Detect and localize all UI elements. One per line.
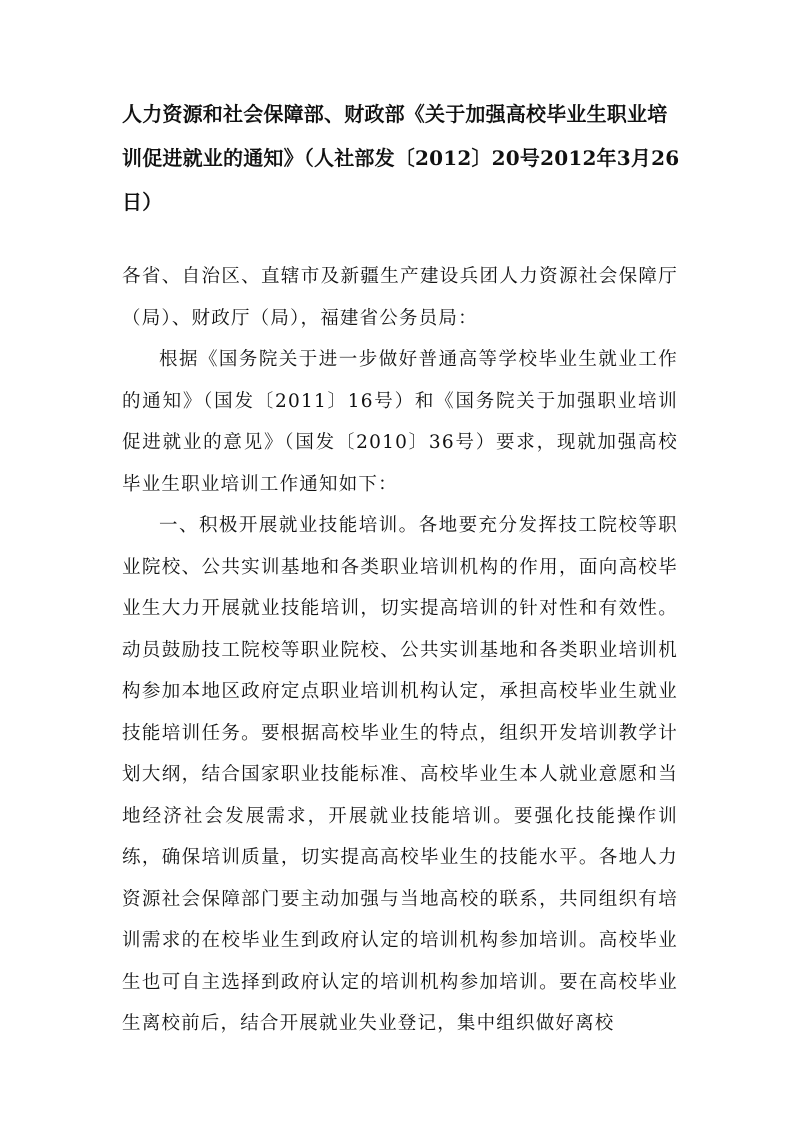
document-body — [122, 256, 678, 1045]
intro-paragraph: 根据《国务院关于进一步做好普通高等学校毕业生就业工作的通知》（国发〔2011〕16号）和《国务院关于加强职业培训促进就业的意见》（国发〔2010〕36号）要求，现就加强高校毕业生职业培训工作通知如下： — [122, 349, 678, 495]
document-title: 人力资源和社会保障部、财政部《关于加强高校毕业生职业培训促进就业的通知》（人社部发〔2012〕20号2012年3月26日） — [122, 102, 680, 214]
section-1-paragraph: 一、积极开展就业技能培训。各地要充分发挥技工院校等职业院校、公共实训基地和各类职业培训机构的作用，面向高校毕业生大力开展就业技能培训，切实提高培训的针对性和有效性。动员鼓励技工院校等职业院校、公共实训基地和各类职业培训机构参加本地区政府定点职业培训机构认定，承担高校毕业生就业技能培训任务。要根据高校毕业生的特点，组织开发培训教学计划大纲，结合国家职业技能标准、高校毕业生本人就业意愿和当地经济社会发展需求，开展就业技能培训。要强化技能操作训练，确保培训质量，切实提高高校毕业生的技能水平。各地人力资源社会保障部门要主动加强与当地高校的联系，共同组织有培训需求的在校毕业生到政府认定的培训机构参加培训。高校毕业生也可自主选择到政府认定的培训机构参加培训。要在高校毕业生离校前后，结合开展就业失业登记，集中组织做好离校 — [122, 515, 678, 1034]
salutation-paragraph: 各省、自治区、直辖市及新疆生产建设兵团人力资源社会保障厅（局）、财政厅（局），福建省公务员局： — [122, 266, 678, 329]
